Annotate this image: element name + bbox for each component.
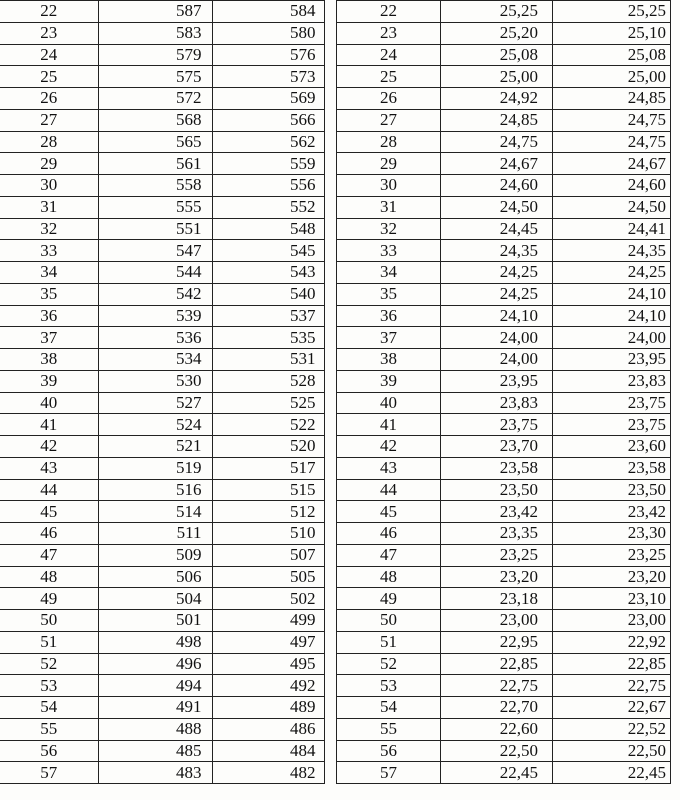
table-row [337,1,671,23]
value-cell-a: 24,45 [441,218,553,240]
value-cell-b: 552 [212,196,324,218]
value-cell-b: 25,25 [553,1,671,23]
value-cell-b: 24,10 [553,283,671,305]
row-number-cell: 42 [337,436,441,458]
table-row [0,1,324,23]
left-score-table [0,0,325,784]
row-number-cell: 30 [0,175,98,197]
table-row [337,131,671,153]
value-cell-a: 542 [98,283,212,305]
row-number-cell: 27 [337,109,441,131]
value-cell-a: 506 [98,566,212,588]
value-cell-a: 23,50 [441,479,553,501]
row-number-cell: 33 [0,240,98,262]
table-row [0,457,324,479]
left-table-body [0,1,324,784]
value-cell-b: 24,00 [553,327,671,349]
value-cell-a: 491 [98,697,212,719]
row-number-cell: 57 [337,762,441,784]
value-cell-a: 565 [98,131,212,153]
value-cell-b: 22,92 [553,631,671,653]
value-cell-a: 498 [98,631,212,653]
right-table-body [337,1,671,784]
table-row [0,283,324,305]
value-cell-a: 24,10 [441,305,553,327]
value-cell-a: 496 [98,653,212,675]
value-cell-b: 569 [212,88,324,110]
value-cell-a: 485 [98,740,212,762]
value-cell-a: 504 [98,588,212,610]
value-cell-b: 522 [212,414,324,436]
value-cell-b: 515 [212,479,324,501]
table-row [337,588,671,610]
row-number-cell: 52 [0,653,98,675]
row-number-cell: 55 [337,718,441,740]
value-cell-a: 516 [98,479,212,501]
row-number-cell: 32 [0,218,98,240]
table-row [0,740,324,762]
row-number-cell: 37 [337,327,441,349]
value-cell-a: 23,70 [441,436,553,458]
row-number-cell: 26 [337,88,441,110]
value-cell-a: 587 [98,1,212,23]
value-cell-a: 579 [98,44,212,66]
value-cell-b: 23,42 [553,501,671,523]
table-row [337,262,671,284]
table-row [0,88,324,110]
value-cell-a: 555 [98,196,212,218]
row-number-cell: 31 [0,196,98,218]
value-cell-a: 524 [98,414,212,436]
table-row [337,523,671,545]
value-cell-a: 23,42 [441,501,553,523]
table-row [337,349,671,371]
value-cell-b: 24,25 [553,262,671,284]
value-cell-b: 23,83 [553,370,671,392]
row-number-cell: 41 [0,414,98,436]
row-number-cell: 51 [0,631,98,653]
value-cell-b: 495 [212,653,324,675]
value-cell-b: 525 [212,392,324,414]
row-number-cell: 46 [337,523,441,545]
value-cell-b: 25,08 [553,44,671,66]
value-cell-a: 488 [98,718,212,740]
table-row [337,610,671,632]
value-cell-a: 527 [98,392,212,414]
value-cell-b: 499 [212,610,324,632]
value-cell-a: 23,75 [441,414,553,436]
value-cell-b: 528 [212,370,324,392]
value-cell-a: 24,67 [441,153,553,175]
row-number-cell: 36 [0,305,98,327]
table-row [0,153,324,175]
value-cell-a: 511 [98,523,212,545]
value-cell-b: 520 [212,436,324,458]
table-row [0,523,324,545]
table-row [337,740,671,762]
row-number-cell: 44 [0,479,98,501]
row-number-cell: 40 [0,392,98,414]
table-row [337,457,671,479]
row-number-cell: 45 [337,501,441,523]
table-row [337,370,671,392]
value-cell-a: 583 [98,22,212,44]
row-number-cell: 33 [337,240,441,262]
row-number-cell: 51 [337,631,441,653]
value-cell-a: 24,25 [441,262,553,284]
value-cell-a: 494 [98,675,212,697]
value-cell-a: 23,20 [441,566,553,588]
value-cell-b: 23,00 [553,610,671,632]
row-number-cell: 56 [337,740,441,762]
row-number-cell: 53 [337,675,441,697]
value-cell-b: 580 [212,22,324,44]
table-row [337,88,671,110]
value-cell-b: 502 [212,588,324,610]
row-number-cell: 34 [337,262,441,284]
value-cell-a: 23,83 [441,392,553,414]
table-row [337,566,671,588]
row-number-cell: 38 [337,349,441,371]
table-row [337,631,671,653]
row-number-cell: 48 [0,566,98,588]
value-cell-a: 575 [98,66,212,88]
value-cell-a: 501 [98,610,212,632]
value-cell-a: 25,08 [441,44,553,66]
value-cell-a: 24,85 [441,109,553,131]
table-row [0,697,324,719]
row-number-cell: 24 [0,44,98,66]
table-row [0,349,324,371]
row-number-cell: 54 [337,697,441,719]
table-row [0,327,324,349]
value-cell-b: 510 [212,523,324,545]
value-cell-a: 22,85 [441,653,553,675]
table-row [0,610,324,632]
value-cell-b: 492 [212,675,324,697]
value-cell-b: 535 [212,327,324,349]
value-cell-b: 559 [212,153,324,175]
value-cell-b: 566 [212,109,324,131]
table-row [337,196,671,218]
table-row [337,283,671,305]
value-cell-b: 24,35 [553,240,671,262]
table-row [0,44,324,66]
row-number-cell: 36 [337,305,441,327]
value-cell-b: 517 [212,457,324,479]
table-row [0,414,324,436]
table-row [337,22,671,44]
table-row [0,501,324,523]
row-number-cell: 34 [0,262,98,284]
row-number-cell: 30 [337,175,441,197]
value-cell-a: 23,00 [441,610,553,632]
table-row [0,218,324,240]
value-cell-b: 23,10 [553,588,671,610]
row-number-cell: 54 [0,697,98,719]
value-cell-a: 23,95 [441,370,553,392]
table-row [337,240,671,262]
value-cell-a: 25,20 [441,22,553,44]
table-row [0,544,324,566]
value-cell-b: 23,95 [553,349,671,371]
row-number-cell: 52 [337,653,441,675]
row-number-cell: 55 [0,718,98,740]
row-number-cell: 22 [337,1,441,23]
table-row [0,718,324,740]
right-score-table [336,0,671,784]
value-cell-b: 576 [212,44,324,66]
table-row [337,762,671,784]
table-row [0,370,324,392]
table-row [0,109,324,131]
row-number-cell: 49 [0,588,98,610]
value-cell-a: 24,92 [441,88,553,110]
value-cell-b: 24,50 [553,196,671,218]
value-cell-b: 512 [212,501,324,523]
value-cell-a: 530 [98,370,212,392]
value-cell-a: 547 [98,240,212,262]
table-row [337,153,671,175]
row-number-cell: 50 [337,610,441,632]
value-cell-b: 25,00 [553,66,671,88]
value-cell-b: 23,20 [553,566,671,588]
table-row [0,566,324,588]
value-cell-b: 505 [212,566,324,588]
value-cell-a: 24,00 [441,327,553,349]
row-number-cell: 41 [337,414,441,436]
table-row [0,762,324,784]
value-cell-a: 22,75 [441,675,553,697]
value-cell-b: 24,67 [553,153,671,175]
value-cell-a: 483 [98,762,212,784]
value-cell-b: 22,75 [553,675,671,697]
value-cell-a: 514 [98,501,212,523]
value-cell-a: 521 [98,436,212,458]
value-cell-b: 23,58 [553,457,671,479]
value-cell-b: 486 [212,718,324,740]
table-row [0,66,324,88]
table-row [0,175,324,197]
value-cell-a: 544 [98,262,212,284]
row-number-cell: 27 [0,109,98,131]
table-row [337,218,671,240]
value-cell-a: 558 [98,175,212,197]
value-cell-a: 25,25 [441,1,553,23]
table-row [337,414,671,436]
value-cell-a: 24,60 [441,175,553,197]
value-cell-a: 22,45 [441,762,553,784]
table-row [337,501,671,523]
value-cell-b: 484 [212,740,324,762]
table-row [0,653,324,675]
value-cell-b: 24,75 [553,109,671,131]
value-cell-b: 24,10 [553,305,671,327]
value-cell-a: 24,00 [441,349,553,371]
value-cell-a: 568 [98,109,212,131]
row-number-cell: 23 [337,22,441,44]
row-number-cell: 28 [337,131,441,153]
table-row [0,196,324,218]
value-cell-b: 556 [212,175,324,197]
value-cell-b: 545 [212,240,324,262]
table-row [0,479,324,501]
value-cell-a: 519 [98,457,212,479]
table-row [337,653,671,675]
row-number-cell: 35 [337,283,441,305]
value-cell-a: 22,95 [441,631,553,653]
value-cell-b: 507 [212,544,324,566]
value-cell-b: 23,60 [553,436,671,458]
value-cell-a: 539 [98,305,212,327]
value-cell-a: 24,50 [441,196,553,218]
value-cell-b: 573 [212,66,324,88]
row-number-cell: 48 [337,566,441,588]
value-cell-b: 548 [212,218,324,240]
row-number-cell: 56 [0,740,98,762]
value-cell-a: 24,25 [441,283,553,305]
table-row [337,392,671,414]
table-row [337,44,671,66]
table-row [337,675,671,697]
row-number-cell: 29 [337,153,441,175]
table-row [337,436,671,458]
row-number-cell: 44 [337,479,441,501]
table-row [337,718,671,740]
value-cell-a: 22,50 [441,740,553,762]
table-row [0,22,324,44]
value-cell-a: 22,60 [441,718,553,740]
value-cell-b: 22,45 [553,762,671,784]
value-cell-a: 22,70 [441,697,553,719]
row-number-cell: 42 [0,436,98,458]
value-cell-b: 23,75 [553,392,671,414]
table-row [0,262,324,284]
value-cell-b: 23,50 [553,479,671,501]
table-row [337,305,671,327]
value-cell-a: 561 [98,153,212,175]
row-number-cell: 49 [337,588,441,610]
table-row [0,588,324,610]
row-number-cell: 24 [337,44,441,66]
row-number-cell: 53 [0,675,98,697]
value-cell-b: 537 [212,305,324,327]
table-row [0,392,324,414]
table-row [0,305,324,327]
value-cell-b: 562 [212,131,324,153]
row-number-cell: 43 [337,457,441,479]
table-row [0,240,324,262]
table-row [337,544,671,566]
row-number-cell: 25 [337,66,441,88]
table-row [337,697,671,719]
row-number-cell: 37 [0,327,98,349]
row-number-cell: 22 [0,1,98,23]
row-number-cell: 29 [0,153,98,175]
row-number-cell: 43 [0,457,98,479]
value-cell-a: 23,18 [441,588,553,610]
row-number-cell: 26 [0,88,98,110]
value-cell-b: 543 [212,262,324,284]
row-number-cell: 50 [0,610,98,632]
row-number-cell: 38 [0,349,98,371]
row-number-cell: 35 [0,283,98,305]
value-cell-a: 572 [98,88,212,110]
table-row [337,479,671,501]
value-cell-b: 23,25 [553,544,671,566]
value-cell-b: 24,60 [553,175,671,197]
row-number-cell: 45 [0,501,98,523]
row-number-cell: 31 [337,196,441,218]
value-cell-b: 24,75 [553,131,671,153]
value-cell-a: 25,00 [441,66,553,88]
row-number-cell: 47 [0,544,98,566]
value-cell-a: 24,35 [441,240,553,262]
value-cell-b: 22,52 [553,718,671,740]
row-number-cell: 46 [0,523,98,545]
value-cell-a: 534 [98,349,212,371]
value-cell-a: 24,75 [441,131,553,153]
table-row [337,66,671,88]
value-cell-a: 23,58 [441,457,553,479]
value-cell-a: 509 [98,544,212,566]
value-cell-b: 24,41 [553,218,671,240]
value-cell-b: 25,10 [553,22,671,44]
value-cell-b: 22,67 [553,697,671,719]
value-cell-b: 497 [212,631,324,653]
row-number-cell: 39 [337,370,441,392]
value-cell-b: 540 [212,283,324,305]
value-cell-b: 23,75 [553,414,671,436]
value-cell-a: 551 [98,218,212,240]
value-cell-b: 24,85 [553,88,671,110]
value-cell-a: 536 [98,327,212,349]
row-number-cell: 40 [337,392,441,414]
table-row [337,175,671,197]
row-number-cell: 39 [0,370,98,392]
value-cell-b: 22,85 [553,653,671,675]
value-cell-b: 584 [212,1,324,23]
table-row [0,131,324,153]
table-row [0,675,324,697]
value-cell-b: 531 [212,349,324,371]
table-row [337,327,671,349]
value-cell-b: 489 [212,697,324,719]
value-cell-a: 23,25 [441,544,553,566]
row-number-cell: 25 [0,66,98,88]
row-number-cell: 57 [0,762,98,784]
table-row [337,109,671,131]
row-number-cell: 32 [337,218,441,240]
value-cell-b: 22,50 [553,740,671,762]
row-number-cell: 23 [0,22,98,44]
value-cell-a: 23,35 [441,523,553,545]
table-row [0,436,324,458]
row-number-cell: 28 [0,131,98,153]
row-number-cell: 47 [337,544,441,566]
value-cell-b: 482 [212,762,324,784]
value-cell-b: 23,30 [553,523,671,545]
table-row [0,631,324,653]
